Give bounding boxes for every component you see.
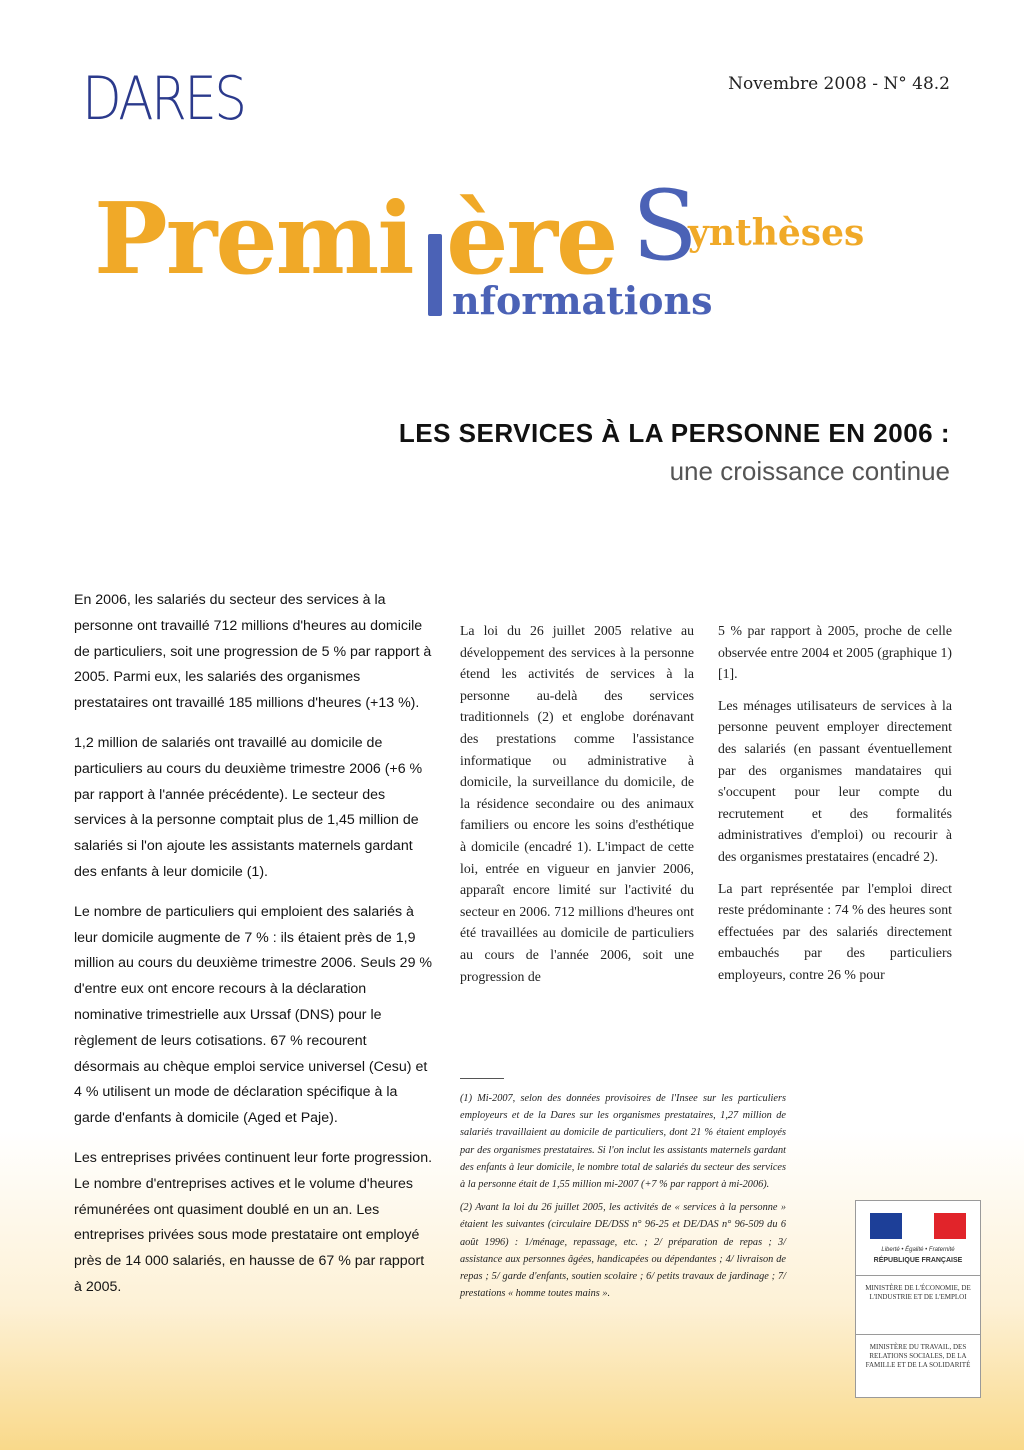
republic-logo — [856, 1201, 980, 1276]
ministry-economy — [856, 1276, 980, 1335]
body-paragraph: La loi du 26 juillet 2005 relative au développement des services à la personne étend les activités de services à la personne au-delà des services traditionnels (2) et englobe dorénavant des prestations comme l'assistance informatique ou administrative à domicile, la surveillance du domicile, de la résidence secondaire ou des animaux familiers ou encore les soins d'esthétique à domicile (encadré 1). L'impact de cette loi, entrée en vigueur en janvier 2006, apparaît encore limité sur l'activité du secteur en 2006. 712 millions d'heures ont été travaillées au domicile de particuliers au cours de l'année 2006, soit une progression de — [460, 623, 694, 984]
summary-paragraph: Le nombre de particuliers qui emploient des salariés à leur domicile augmente de 7 % : ils étaient près de 1,9 million au cours du deuxième trimestre 2006. Seuls 29 % d'entre eux ont encore recours à la déclaration nominative trimestrielle aux Urssaf (DNS) pour le règlement de leurs cotisations. 67 % recourent désormais au chèque emploi service universel (Cesu) et 4 % utilisent un mode de déclaration spécifique à la garde d'enfants à domicile (Aged et Paje). — [74, 903, 433, 1127]
ministry-logo-block — [855, 1200, 981, 1398]
footnotes — [460, 1090, 786, 1308]
publisher-logo: DARES — [82, 64, 245, 134]
issue-number: Novembre 2008 - N° 48.2 — [728, 74, 950, 94]
summary-paragraph: 1,2 million de salariés ont travaillé au domicile de particuliers au cours du deuxième trimestre 2006 (+6 % par rapport à l'année précédente). Le secteur des services à la personne comptait plus de 1,45 million de salariés si l'on ajoute les assistants maternels gardant des enfants à leur domicile (1). — [74, 734, 423, 880]
logo-i-letter — [428, 234, 442, 316]
body-paragraph: La part représentée par l'emploi direct reste prédominante : 74 % des heures sont effectuées par des salariés directement embauchés par des particuliers employeurs, contre 26 % pour — [718, 880, 952, 982]
body-paragraph: 5 % par rapport à 2005, proche de celle observée entre 2004 et 2005 (graphique 1) [1]. — [718, 623, 952, 682]
ministry-labour — [856, 1335, 980, 1396]
logo-s-letter: S — [632, 170, 698, 282]
footnote: (2) Avant la loi du 26 juillet 2005, les activités de « services à la personne » étaient les suivantes (circulaire DE/DSS n° 96-25 et DE/DAS n° 96-509 du 6 août 1996) : 1/ménage, repassage, etc. ; 2/ préparation de repas ; 3/ assistance aux personnes âgées, handicapées ou dépendantes ; 4/ livraison de repas ; 5/ garde d'enfants, soutien scolaire ; 6/ petits travaux de jardinage ; 7/ prestations « homme toutes mains ». — [460, 1202, 786, 1300]
body-column-1 — [460, 620, 694, 997]
republic-name: RÉPUBLIQUE FRANÇAISE — [873, 1257, 963, 1264]
logo-premiere-tail: ère — [446, 182, 617, 297]
summary-paragraph: En 2006, les salariés du secteur des services à la personne ont travaillé 712 millions d'heures au domicile de particuliers, soit une progression de 5 % par rapport à 2005. Parmi eux, les salariés des organismes prestataires ont travaillé 185 millions d'heures (+13 %). — [74, 592, 432, 712]
summary-column — [74, 588, 434, 1315]
logo-premiere-head: Premi — [94, 182, 413, 297]
footnote: (1) Mi-2007, selon des données provisoires de l'Insee sur les particuliers employeurs et de la Dares sur les organismes prestataires, 1,27 million de salariés travaillaient au domicile de particuliers, dont 21 % étaient employés par des organismes prestataires. Si l'on inclut les assistants maternels gardant des enfants à leur domicile, le nombre total de salariés du secteur des services à la personne était de 1,55 million mi-2007 (+7 % par rapport à mi-2006). — [460, 1093, 786, 1191]
french-flag-icon — [870, 1213, 966, 1239]
footnote-divider — [460, 1078, 504, 1079]
ministry-labour-name: MINISTÈRE DU TRAVAIL, DES RELATIONS SOCIALES, DE LA FAMILLE ET DE LA SOLIDARITÉ — [865, 1343, 971, 1369]
article-subtitle: une croissance continue — [669, 456, 950, 486]
body-paragraph: Les ménages utilisateurs de services à la personne peuvent employer directement des salariés (en passant éventuellement par des organismes mandataires qui s'occupent pour leur compte du recrutement et des formalités administratives d'emploi) ou recourir à des organismes prestataires (encadré 2). — [718, 697, 952, 864]
logo-informations: nformations — [452, 278, 713, 323]
republic-motto: Liberté • Égalité • Fraternité — [881, 1247, 955, 1253]
body-column-2 — [718, 620, 952, 996]
logo-syntheses: ynthèses — [688, 212, 865, 254]
article-title: LES SERVICES À LA PERSONNE EN 2006 : — [398, 418, 950, 448]
summary-paragraph: Les entreprises privées continuent leur forte progression. Le nombre d'entreprises actives et le volume d'heures rémunérées ont quasiment doublé en un an. Les entreprises privées sous mode prestataire ont employé près de 14 000 salariés, en hausse de 67 % par rapport à 2005. — [74, 1149, 433, 1295]
ministry-economy-name: MINISTÈRE DE L'ÉCONOMIE, DE L'INDUSTRIE ET DE L'EMPLOI — [865, 1284, 971, 1301]
